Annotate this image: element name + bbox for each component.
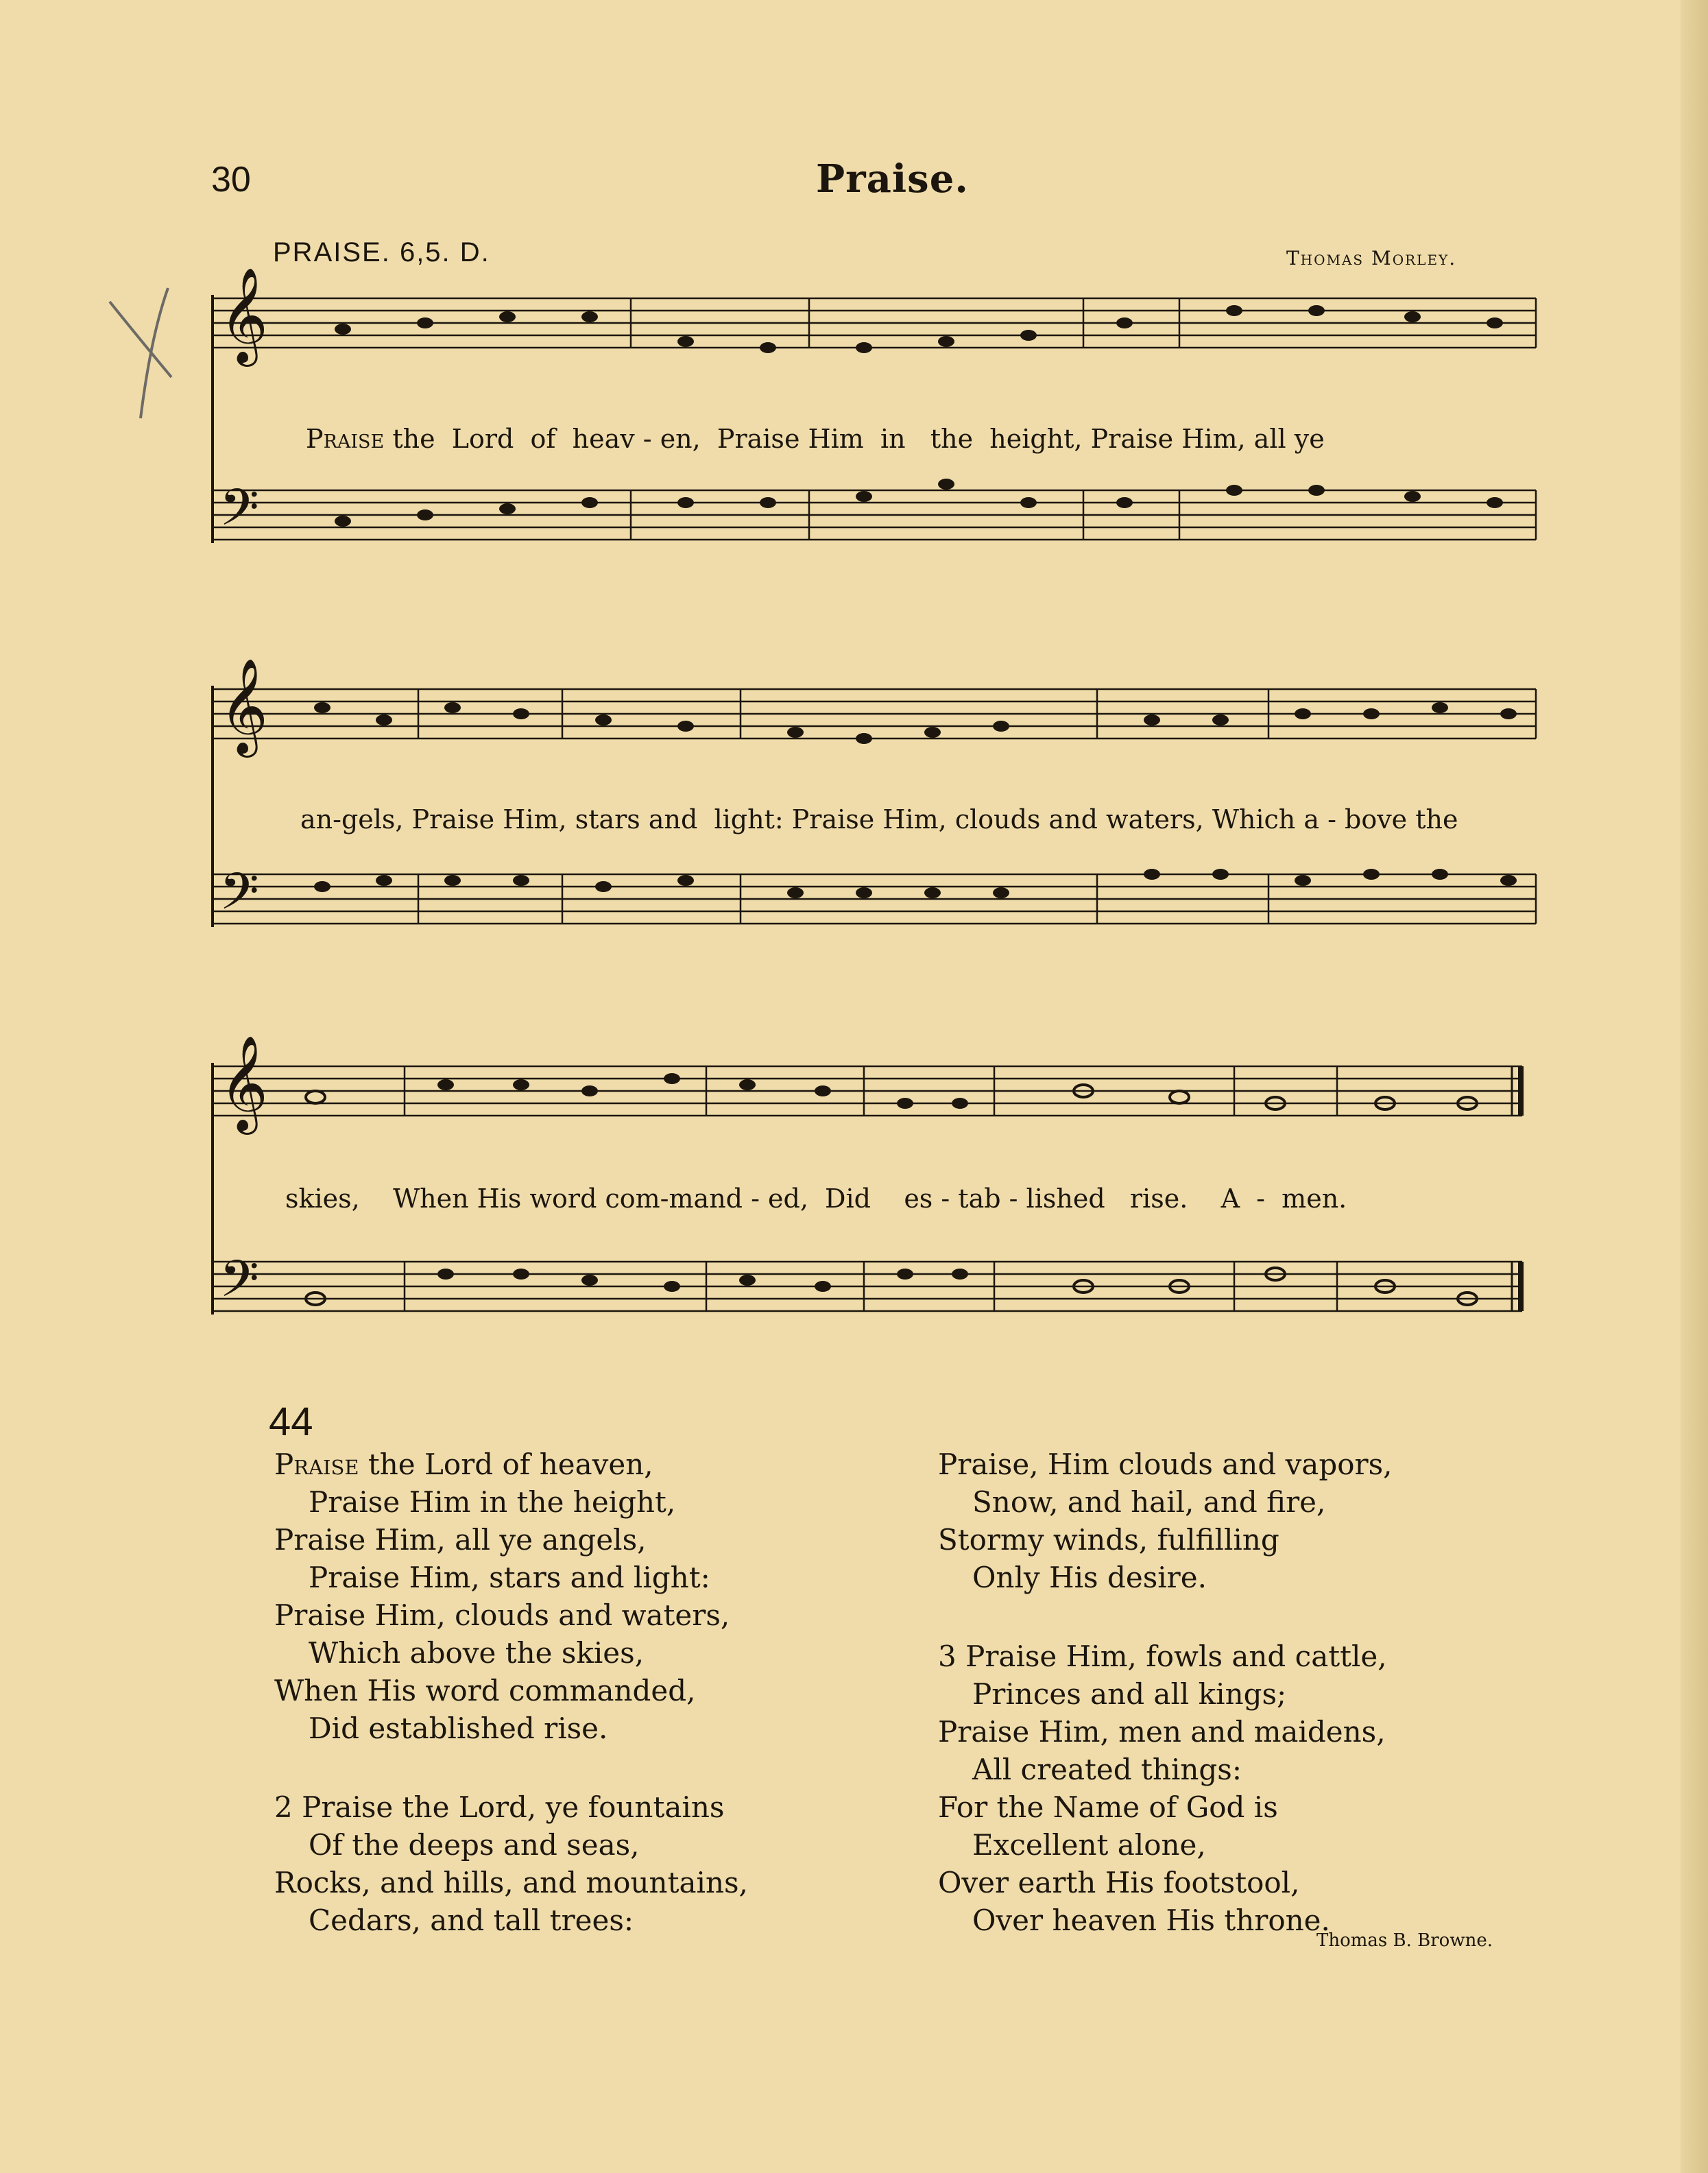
composer-credit: Thomas Morley. — [1286, 247, 1457, 269]
page-number: 30 — [211, 160, 251, 200]
verse-text: Praise Him, all ye angels, — [274, 1523, 647, 1557]
verse-line — [938, 1559, 1392, 1596]
verse-line — [274, 1634, 748, 1672]
verse-line — [274, 1709, 748, 1747]
verse-line — [938, 1445, 1392, 1483]
hymn-number: 44 — [269, 1400, 313, 1444]
verse-text: Praise Him in the height, — [309, 1485, 676, 1519]
hymn-author: Thomas B. Browne. — [1316, 1930, 1493, 1951]
verse-text: Cedars, and tall trees: — [309, 1904, 634, 1937]
verse-line — [274, 1445, 748, 1483]
tune-name: PRAISE. 6,5. D. — [273, 237, 490, 267]
verse-line — [274, 1672, 748, 1709]
verse-text: Snow, and hail, and fire, — [972, 1485, 1326, 1519]
verse-text: Which above the skies, — [309, 1636, 645, 1670]
verse-text: Praise, Him clouds and vapors, — [938, 1448, 1393, 1481]
verse-line — [938, 1826, 1392, 1864]
verse-line — [938, 1713, 1392, 1751]
svg-text:𝄢: 𝄢 — [219, 1249, 259, 1321]
verse-text: 3 Praise Him, fowls and cattle, — [938, 1640, 1387, 1673]
verse-line — [274, 1596, 748, 1634]
svg-text:𝄢: 𝄢 — [219, 862, 259, 934]
verse-text: Rocks, and hills, and mountains, — [274, 1866, 748, 1899]
verse-line — [938, 1675, 1392, 1713]
verse-text: Excellent alone, — [972, 1828, 1206, 1862]
verse-text: Over heaven His throne. — [972, 1904, 1330, 1937]
verse-text: Praise Him, clouds and waters, — [274, 1598, 730, 1632]
verse-line — [938, 1751, 1392, 1788]
verse-text: Did established rise. — [309, 1712, 608, 1745]
lyric-first-word: Praise — [306, 424, 385, 454]
verse-text: All created things: — [972, 1753, 1242, 1786]
verse-text: Praise Him, men and maidens, — [938, 1715, 1386, 1749]
verse-line — [938, 1788, 1392, 1826]
stanza-gap — [938, 1596, 1392, 1637]
verse-text: Of the deeps and seas, — [309, 1828, 640, 1862]
verse-text: the Lord of heaven, — [359, 1448, 653, 1481]
verse-text: Praise Him, stars and light: — [309, 1561, 710, 1594]
running-head: Praise. — [816, 156, 969, 202]
verse-line — [274, 1864, 748, 1901]
verse-column-left — [274, 1445, 748, 1939]
stanza-gap — [274, 1747, 748, 1788]
lyric-line-2 — [300, 804, 1458, 835]
verse-line — [938, 1483, 1392, 1521]
svg-text:𝄞: 𝄞 — [219, 658, 268, 754]
verse-first-word: Praise — [274, 1448, 359, 1481]
verse-line — [274, 1788, 748, 1826]
verse-line — [274, 1826, 748, 1864]
verse-text: Only His desire. — [972, 1561, 1207, 1594]
lyric-rest: the Lord of heav - en, Praise Him in the height, Praise Him, all ye — [384, 424, 1325, 454]
lyric-rest: skies, When His word com-mand - ed, Did es - tab - lished rise. A - men. — [285, 1184, 1347, 1214]
page-edge — [1681, 0, 1708, 2173]
verse-text: Over earth His footstool, — [938, 1866, 1300, 1899]
svg-text:𝄢: 𝄢 — [219, 478, 259, 550]
svg-text:𝄞: 𝄞 — [219, 267, 268, 363]
verse-line — [938, 1637, 1392, 1675]
svg-text:𝄞: 𝄞 — [219, 1035, 268, 1131]
lyric-line-1 — [306, 424, 1325, 454]
lyric-line-3 — [285, 1184, 1347, 1214]
verse-column-right — [938, 1445, 1392, 1939]
lyric-rest: an-gels, Praise Him, stars and light: Praise Him, clouds and waters, Which a - bove the — [300, 804, 1458, 835]
verse-line — [274, 1483, 748, 1521]
pencil-mark-icon — [103, 274, 185, 425]
verse-line — [938, 1521, 1392, 1559]
verse-text: Princes and all kings; — [972, 1677, 1287, 1711]
verse-line — [938, 1864, 1392, 1901]
verse-line — [274, 1559, 748, 1596]
verse-text: For the Name of God is — [938, 1790, 1278, 1824]
verse-line — [274, 1901, 748, 1939]
verse-line — [274, 1521, 748, 1559]
verse-text: Stormy winds, fulfilling — [938, 1523, 1279, 1557]
verse-text: 2 Praise the Lord, ye fountains — [274, 1790, 725, 1824]
verse-text: When His word commanded, — [274, 1674, 696, 1707]
